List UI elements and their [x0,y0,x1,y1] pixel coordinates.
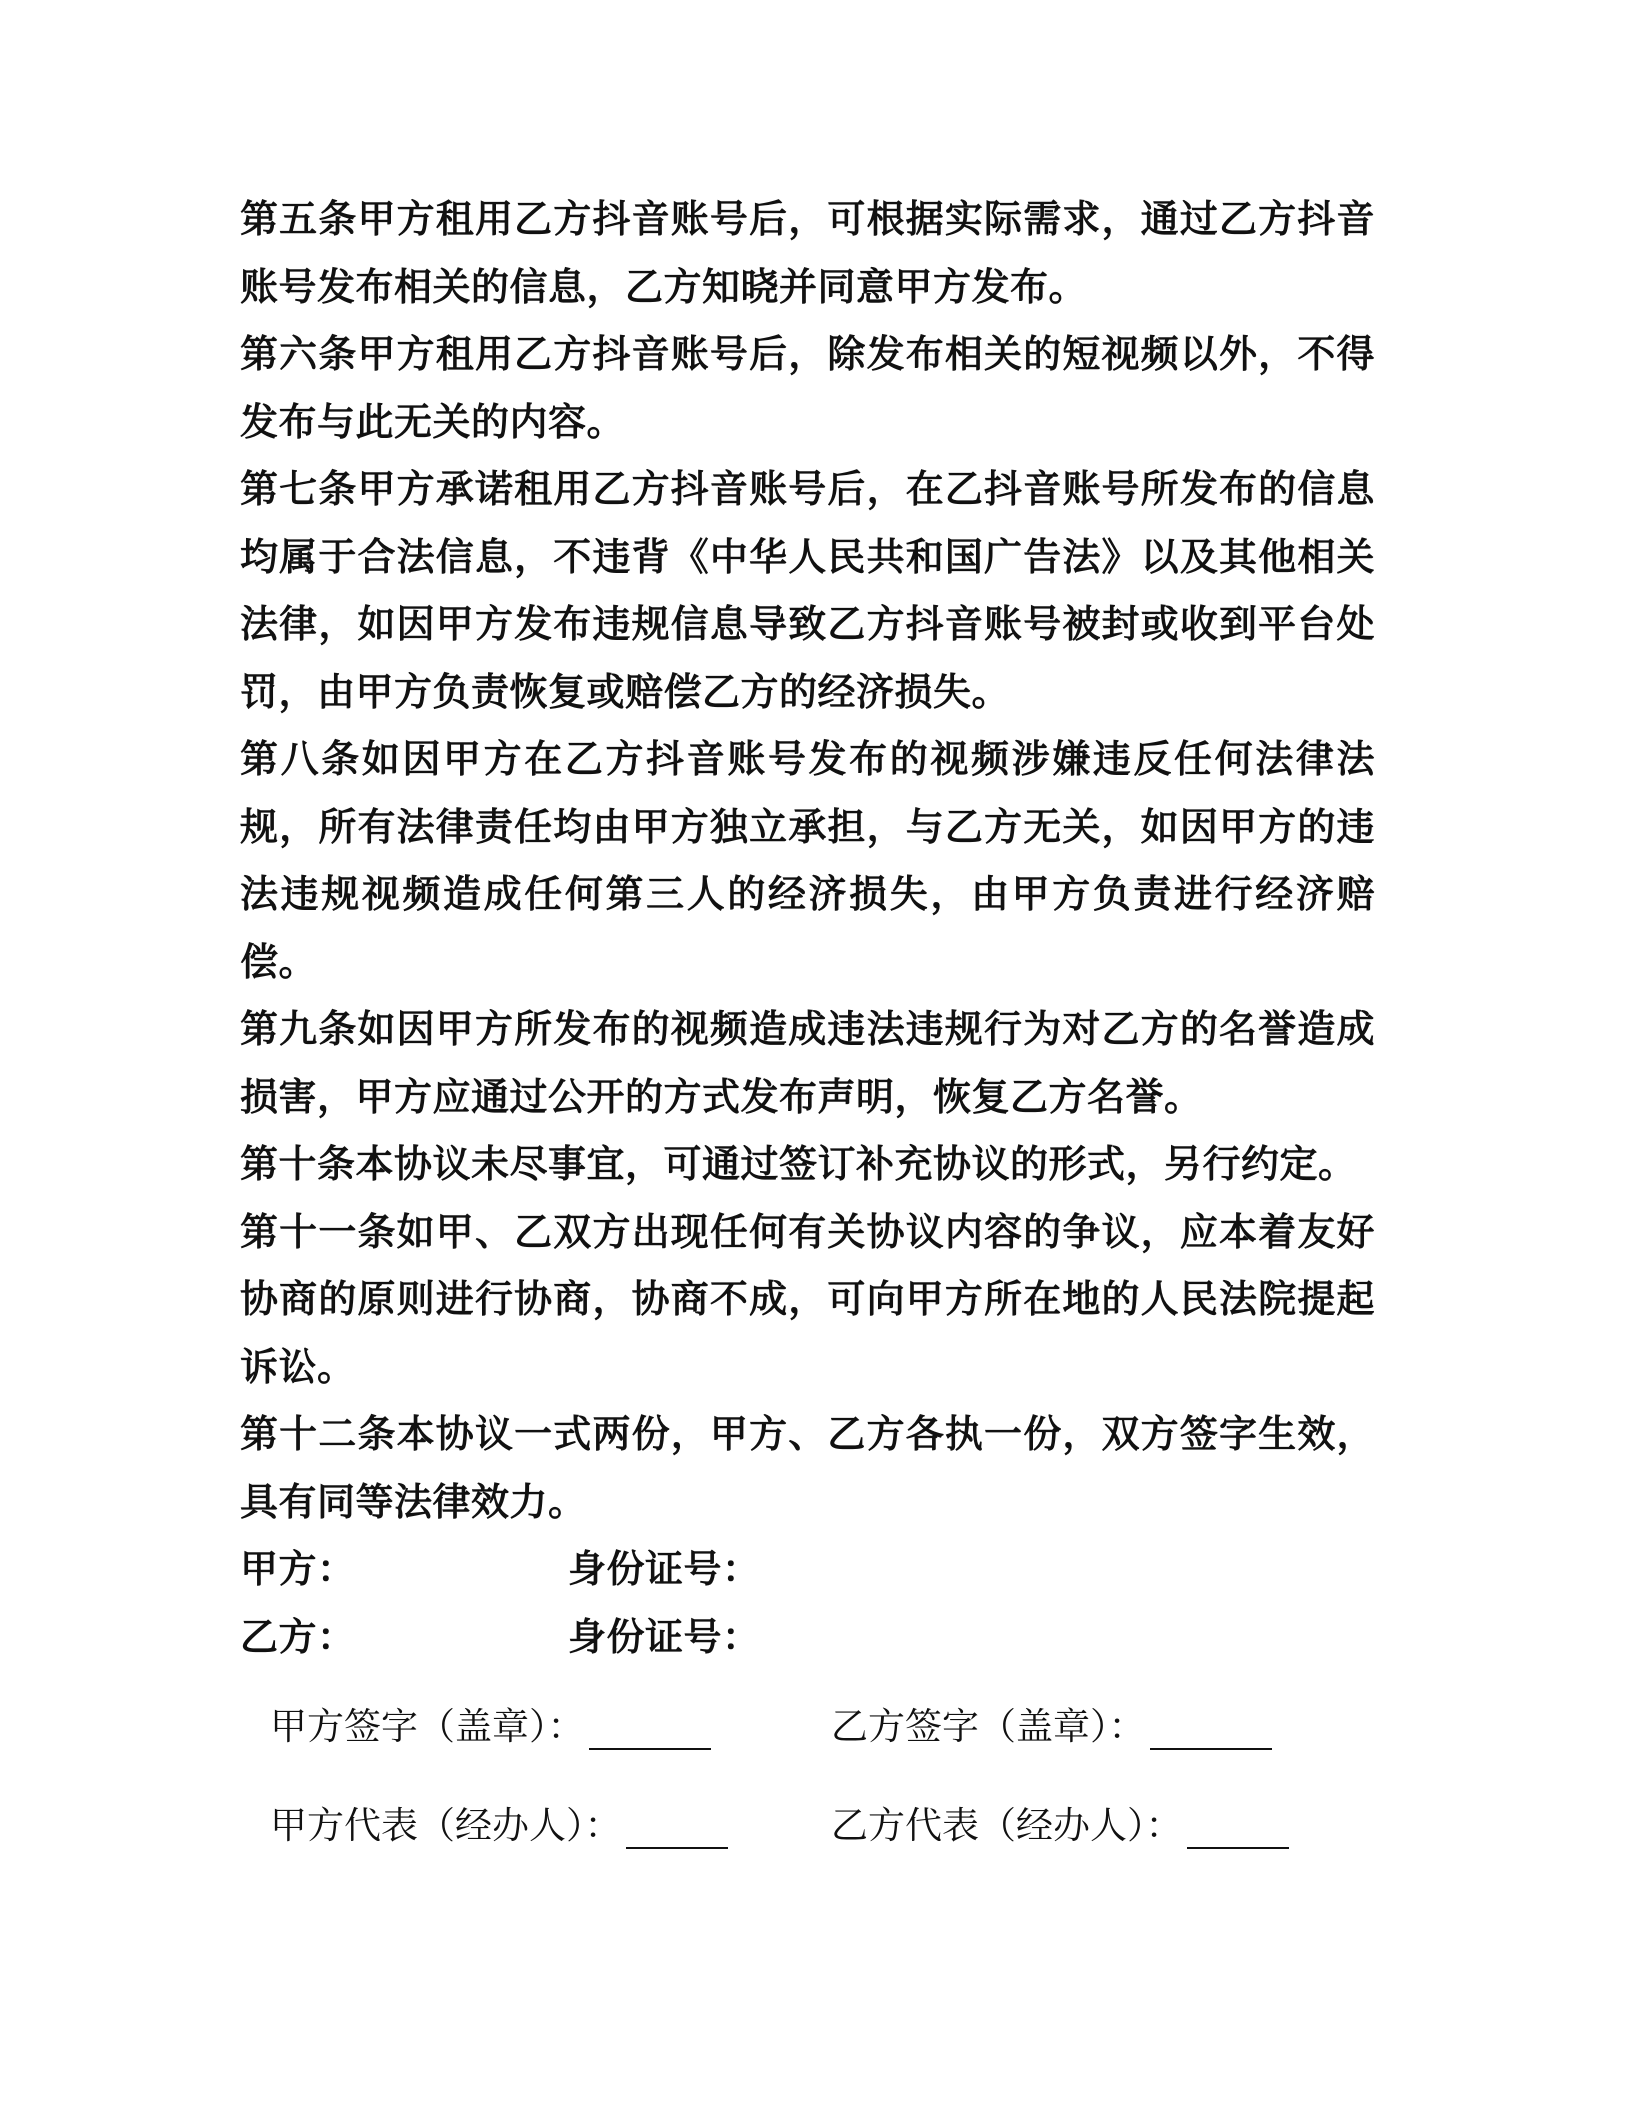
party-b-representative-label: 乙方代表（经办人）： [831,1804,1183,1847]
clause-8: 第八条如因甲方在乙方抖音账号发布的视频涉嫌违反任何法律法规，所有法律责任均由甲方独立承担，与乙方无关，如因甲方的违法违规视频造成任何第三人的经济损失，由甲方负责进行经济赔偿。 [240,737,1375,984]
party-b-label: 乙方： [240,1614,356,1659]
party-a-representative-blank[interactable] [626,1807,728,1849]
clause-7: 第七条甲方承诺租用乙方抖音账号后，在乙抖音账号所发布的信息均属于合法信息，不违背《中华人民共和国广告法》以及其他相关法律，如因甲方发布违规信息导致乙方抖音账号被封或收到平台处罚，由甲方负责恢复或赔偿乙方的经济损失。 [240,467,1375,714]
party-b-representative-line [831,1795,1289,1849]
party-b-id-label: 身份证号： [568,1614,761,1659]
clause-11: 第十一条如甲、乙双方出现任何有关协议内容的争议，应本着友好协商的原则进行协商，协商不成，可向甲方所在地的人民法院提起诉讼。 [240,1209,1375,1389]
party-a-signature-blank[interactable] [589,1708,711,1750]
party-b-signature-blank[interactable] [1150,1708,1272,1750]
party-b-signature-line [831,1696,1272,1750]
clause-12: 第十二条本协议一式两份，甲方、乙方各执一份，双方签字生效，具有同等法律效力。 [240,1412,1375,1524]
party-a-id-label: 身份证号： [568,1547,761,1591]
party-b-row [240,1604,1375,1672]
party-b-signature-label: 乙方签字（盖章）： [831,1705,1146,1748]
party-a-representative-label: 甲方代表（经办人）： [270,1804,622,1847]
clause-10: 第十条本协议未尽事宜，可通过签订补充协议的形式，另行约定。 [240,1142,1357,1186]
clause-9: 第九条如因甲方所发布的视频造成违法违规行为对乙方的名誉造成损害，甲方应通过公开的方式发布声明，恢复乙方名誉。 [240,1007,1375,1119]
party-a-signature-label: 甲方签字（盖章）： [270,1705,585,1748]
party-b-representative-blank[interactable] [1187,1807,1289,1849]
party-a-representative-line [270,1795,728,1849]
party-a-signature-line [270,1696,711,1750]
contract-clauses [240,186,1375,1671]
party-a-row [240,1536,1375,1604]
clause-6: 第六条甲方租用乙方抖音账号后，除发布相关的短视频以外，不得发布与此无关的内容。 [240,332,1375,444]
party-a-label: 甲方： [240,1547,356,1591]
clause-5: 第五条甲方租用乙方抖音账号后，可根据实际需求，通过乙方抖音账号发布相关的信息，乙方知晓并同意甲方发布。 [240,197,1375,309]
